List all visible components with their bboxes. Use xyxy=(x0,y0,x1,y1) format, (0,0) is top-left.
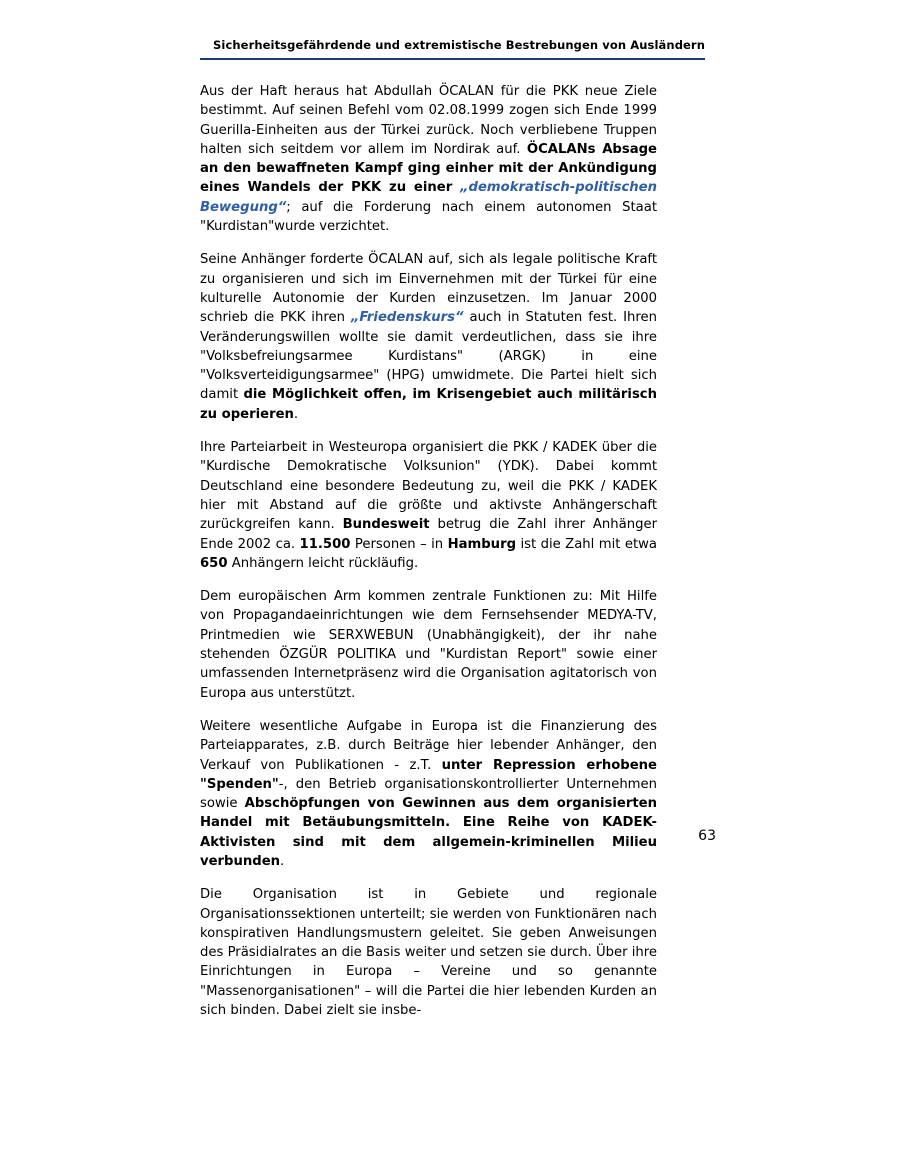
p3-text-3: Personen – in xyxy=(350,536,448,552)
p2-highlight-1: „Friedenskurs“ xyxy=(350,310,464,326)
p5-text-3: . xyxy=(280,853,285,869)
paragraph-3 xyxy=(200,438,657,573)
paragraph-1 xyxy=(200,82,657,236)
p1-text-2: ; auf die Forderung nach einem autonomen Staat "Kurdistan"wurde verzichtet. xyxy=(200,199,657,235)
p3-text-1: Ihre Parteiarbeit in Westeuropa organisiert die PKK / KADEK über die "Kurdische Demokratische Volksunion" (YDK). Dabei kommt Deutschland eine besondere Bedeutung zu, weil die PKK / KADEK hier mit Abstand auf die größte und aktivste Anhängerschaft zurückgreifen kann. xyxy=(200,440,657,533)
header-divider xyxy=(200,58,705,60)
p5-text-1: Weitere wesentliche Aufgabe in Europa ist die Finanzierung des Parteiapparates, z.B. durch Beiträge hier lebender Anhänger, den Verkauf von Publikationen - z.T. xyxy=(200,718,657,773)
paragraph-4: Dem europäischen Arm kommen zentrale Funktionen zu: Mit Hilfe von Propagandaeinrichtungen wie dem Fernsehsender MEDYA-TV, Printmedien wie SERXWEBUN (Unabhängigkeit), der ihr nahe stehenden ÖZGÜR POLITIKA und "Kurdistan Report" sowie einer umfassenden Internetpräsenz wird die Organisation agitatorisch von Europa aus unterstützt. xyxy=(200,589,657,701)
p5-text-2: -, den Betrieb organisationskontrollierter Unternehmen sowie xyxy=(200,776,657,812)
p2-text-3: . xyxy=(293,406,299,422)
p1-highlight-1: „demokratisch-politischen Bewegung“ xyxy=(200,180,657,215)
p3-bold-3: Hamburg xyxy=(447,536,517,552)
p2-bold-1: die Möglichkeit offen, im Krisengebiet auch militärisch zu operieren xyxy=(200,387,657,422)
paragraph-6: Die Organisation ist in Gebiete und regionale Organisationssektionen unterteilt; sie werden von Funktionären nach konspirativen Handlungsmustern geleitet. Sie geben Anweisungen des Präsidialrates an die Basis weiter und setzen sie durch. Über ihre Einrichtungen in Europa – Vereine und so genannte "Massenorganisationen" – will die Partei die hier lebenden Kurden an sich binden. Dabei zielt sie insbe- xyxy=(200,887,657,1019)
p2-text-2: auch in Statuten fest. Ihren Veränderungswillen wollte sie damit verdeutlichen, dass sie ihre "Volksbefreiungsarmee Kurdistans" (ARGK) in eine "Volksverteidigungsarmee" (HPG) umwidmete. Die Partei hielt sich damit xyxy=(200,310,657,403)
p3-bold-4: 650 xyxy=(200,555,228,571)
p5-bold-1: unter Repression erhobene "Spenden" xyxy=(200,757,657,792)
paragraph-5 xyxy=(200,717,657,871)
page-body xyxy=(200,82,657,1020)
p1-bold-1: ÖCALANs Absage an den bewaffneten Kampf ging einher mit der Ankündigung eines Wandels der PKK zu einer xyxy=(200,141,658,196)
p3-text-4: ist die Zahl mit etwa xyxy=(516,536,657,552)
running-header: Sicherheitsgefährdende und extremistische Bestrebungen von Ausländern xyxy=(213,38,705,52)
p3-text-5: Anhängern leicht rückläufig. xyxy=(227,555,419,571)
p3-text-2: betrug die Zahl ihrer Anhänger Ende 2002 ca. xyxy=(200,517,657,552)
page-number: 63 xyxy=(698,828,716,844)
p2-text-1: Seine Anhänger forderte ÖCALAN auf, sich als legale politische Kraft zu organisieren und sich im Einvernehmen mit der Türkei für eine kulturelle Autonomie der Kurden einzusetzen. Im Januar 2000 schrieb die PKK ihren xyxy=(200,252,657,326)
p3-bold-2: 11.500 xyxy=(299,536,351,552)
paragraph-2 xyxy=(200,250,657,424)
p1-text-1: Aus der Haft heraus hat Abdullah ÖCALAN für die PKK neue Ziele bestimmt. Auf seinen Befehl vom 02.08.1999 zogen sich Ende 1999 Guerilla-Einheiten aus der Türkei zurück. Noch verbliebene Truppen halten sich seitdem vor allem im Nordirak auf. xyxy=(200,84,657,157)
p3-bold-1: Bundesweit xyxy=(342,517,430,533)
p5-bold-2: Abschöpfungen von Gewinnen aus dem organisierten Handel mit Betäubungsmitteln. Eine Reihe von KADEK-Aktivisten sind mit dem allgemein-kriminellen Milieu verbunden xyxy=(200,796,657,869)
